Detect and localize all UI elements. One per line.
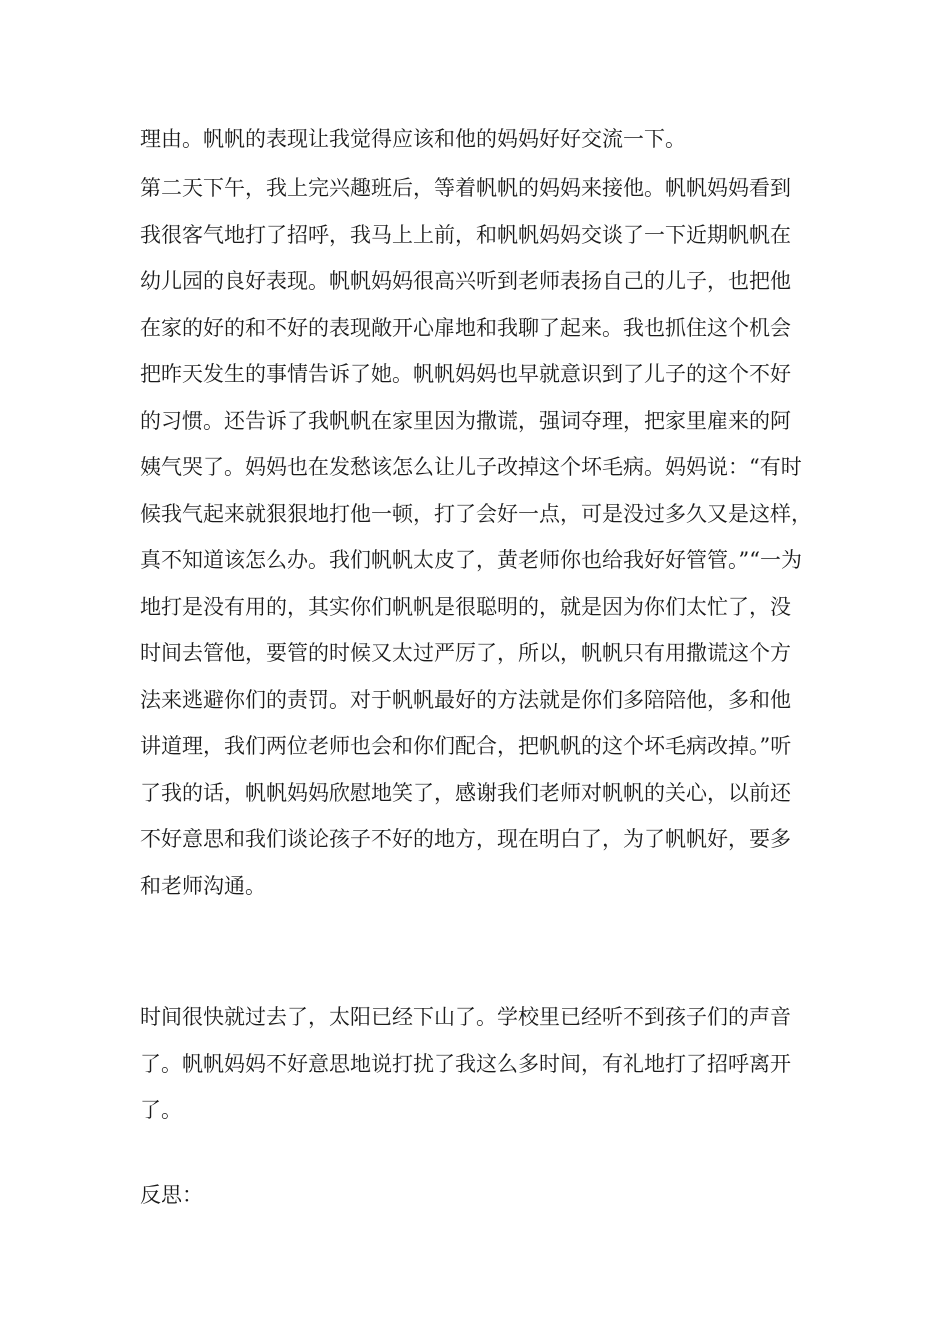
- text-line: 时间很快就过去了，太阳已经下山了。学校里已经听不到孩子们的声音: [140, 1005, 791, 1029]
- text-line: 了。帆帆妈妈不好意思地说打扰了我这么多时间，有礼地打了招呼离开: [140, 1051, 791, 1076]
- text-line: 了。: [140, 1098, 182, 1122]
- paragraph-intro: [140, 116, 815, 163]
- text-line: 时间去管他，要管的时候又太过严厉了，所以，帆帆只有用撒谎这个方: [140, 641, 791, 665]
- text-line: 的习惯。还告诉了我帆帆在家里因为撒谎，强词夺理，把家里雇来的阿: [140, 408, 791, 433]
- text-line: 候我气起来就狠狠地打他一顿，打了会好一点，可是没过多久又是这样，: [140, 501, 812, 526]
- text-line: 我很客气地打了招呼，我马上上前，和帆帆妈妈交谈了一下近期帆帆在: [140, 222, 791, 247]
- paragraph-departure: [140, 994, 815, 1134]
- paragraph-conversation: [140, 165, 815, 909]
- text-line: 了我的话，帆帆妈妈欣慰地笑了，感谢我们老师对帆帆的关心，以前还: [140, 780, 791, 805]
- text-line: 地打是没有用的，其实你们帆帆是很聪明的，就是因为你们太忙了，没: [140, 594, 791, 619]
- text-line: 幼儿园的良好表现。帆帆妈妈很高兴听到老师表扬自己的儿子，也把他: [140, 269, 791, 293]
- text-line: 法来逃避你们的责罚。对于帆帆最好的方法就是你们多陪陪他，多和他: [140, 687, 791, 712]
- paragraph-reflection-heading: [140, 1172, 815, 1219]
- text-line: 第二天下午，我上完兴趣班后，等着帆帆的妈妈来接他。帆帆妈妈看到: [140, 176, 791, 200]
- text-line: 把昨天发生的事情告诉了她。帆帆妈妈也早就意识到了儿子的这个不好: [140, 362, 791, 386]
- text-line: 姨气哭了。妈妈也在发愁该怎么让儿子改掉这个坏毛病。妈妈说：“有时: [140, 455, 802, 479]
- text-line: 讲道理，我们两位老师也会和你们配合，把帆帆的这个坏毛病改掉。”听: [140, 734, 792, 758]
- text-line: 在家的好的和不好的表现敞开心扉地和我聊了起来。我也抓住这个机会: [140, 315, 791, 340]
- text-line: 和老师沟通。: [140, 873, 266, 898]
- text-line: 真不知道该怎么办。我们帆帆太皮了，黄老师你也给我好好管管。”“一为: [140, 548, 802, 572]
- text-line: 不好意思和我们谈论孩子不好的地方，现在明白了，为了帆帆好，要多: [140, 827, 791, 851]
- text-line: 反思：: [140, 1183, 203, 1207]
- text-line: 理由。帆帆的表现让我觉得应该和他的妈妈好好交流一下。: [140, 127, 686, 151]
